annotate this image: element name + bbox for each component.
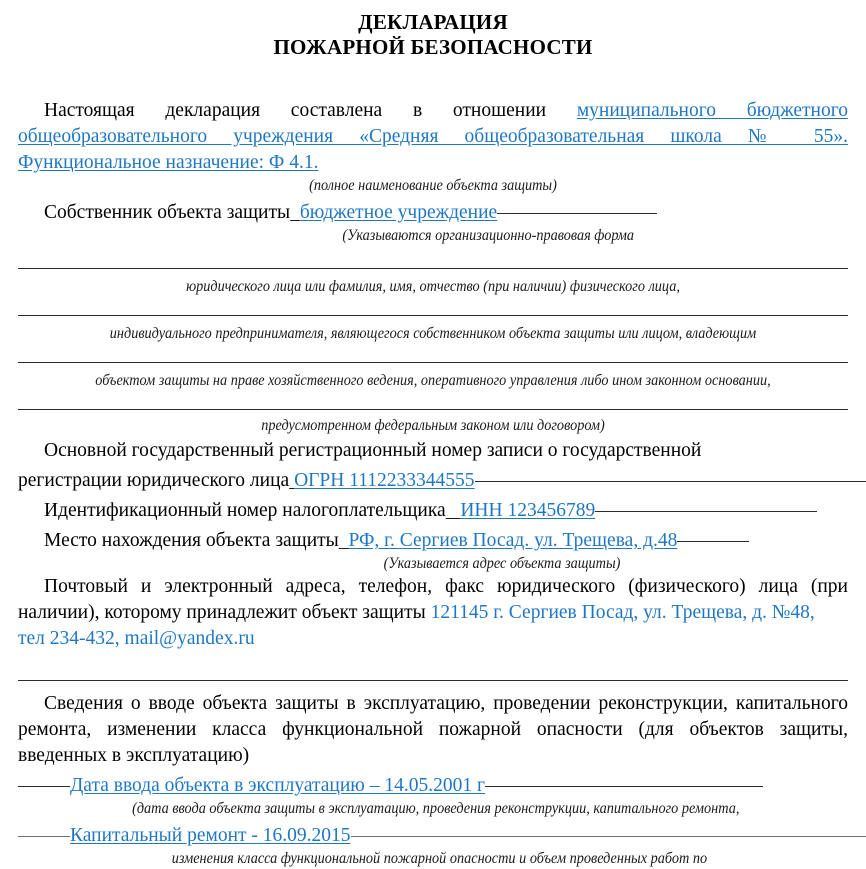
commissioning-date-underline-prefix: [18, 769, 70, 787]
location-row: [18, 524, 848, 554]
page-title: [18, 0, 848, 60]
inn-value: ИНН 123456789: [460, 500, 596, 521]
ogrn-underline-filler: [475, 464, 866, 482]
ogrn-row: [18, 464, 848, 494]
commissioning-date-row: [18, 769, 848, 799]
intro-paragraph-line-3: [18, 150, 848, 176]
contacts-label-line-2: наличии), которому принадлежит объект защиты: [18, 602, 426, 623]
commissioning-repair-underline-prefix: [18, 819, 70, 837]
commissioning-line-1: Сведения о вводе объекта защиты в эксплуатацию, проведении реконструкции, капитального: [44, 693, 848, 714]
rule-gap-2: [18, 316, 848, 324]
intro-object-name-part-1: муниципального бюджетного: [576, 100, 848, 121]
commissioning-line-3: введенных в эксплуатацию): [18, 745, 250, 766]
commissioning-date-underline-filler: [485, 769, 763, 787]
intro-paragraph-line-2: [18, 124, 848, 150]
intro-lead-text: Настоящая декларация составлена в отношении: [44, 100, 547, 121]
owner-gap: [18, 246, 848, 268]
location-hint: (Указывается адрес объекта защиты): [383, 555, 621, 572]
location-label: Место нахождения объекта защиты: [44, 530, 339, 551]
page-title-line-2: ПОЖАРНОЙ БЕЗОПАСНОСТИ: [273, 35, 593, 59]
intro-hint: (полное наименование объекта защиты): [309, 177, 557, 194]
inn-row: [18, 494, 848, 524]
rule-gap-5: [18, 681, 848, 691]
owner-label: Собственник объекта защиты: [44, 202, 291, 223]
intro-object-name-part-3: Функциональное назначение: Ф 4.1.: [18, 152, 319, 173]
contacts-value-line-2: тел 234-432, mail@yandex.ru: [18, 628, 255, 649]
rule-gap-3: [18, 363, 848, 371]
commissioning-repair-underline-filler: [351, 819, 866, 837]
commissioning-line-2: ремонта, изменении класса функциональной пожарной опасности (для объектов защиты,: [18, 719, 848, 740]
contacts-line-1: Почтовый и электронный адреса, телефон, факс юридического (физического) лица (при: [44, 576, 848, 597]
owner-hint: (Указываются организационно-правовая форма: [342, 227, 635, 244]
contacts-value-line-1: 121145 г. Сергиев Посад, ул. Трещева, д. №48,: [430, 602, 815, 623]
ogrn-label-line-2: регистрации юридического лица: [18, 470, 290, 491]
hint-gap-1: [18, 297, 848, 315]
hint-gap-3: [18, 391, 848, 409]
commissioning-hint-1: (дата ввода объекта защиты в эксплуатацию, проведения реконструкции, капитального ремонта,: [132, 800, 740, 817]
contacts-gap: [18, 652, 848, 670]
owner-value: бюджетное учреждение: [299, 202, 498, 223]
hint-gap-2: [18, 344, 848, 362]
location-prefix-underscore: [339, 530, 349, 551]
inn-label: Идентификационный номер налогоплательщика: [44, 500, 446, 521]
commissioning-repair-row: [18, 819, 848, 849]
hint-entrepreneur: индивидуального предпринимателя, являющегося собственником объекта защиты или лицом, владеющим: [109, 325, 757, 342]
commissioning-repair-value: Капитальный ремонт - 16.09.2015: [70, 825, 351, 846]
hint-legal-entity: юридического лица или фамилия, имя, отчество (при наличии) физического лица,: [186, 278, 680, 295]
inn-prefix-underscore: [446, 500, 461, 521]
commissioning-hint-2: изменения класса функциональной пожарной опасности и объем проведенных работ по: [171, 850, 708, 867]
inn-underline-filler: [595, 494, 817, 512]
owner-prefix-underscore: [290, 202, 300, 223]
page-title-line-1: ДЕКЛАРАЦИЯ: [358, 10, 508, 34]
owner-row: [18, 196, 848, 226]
title-gap: [18, 60, 848, 86]
commissioning-date-value: Дата ввода объекта в эксплуатацию – 14.05.2001 г: [70, 775, 485, 796]
ogrn-value: ОГРН 1112233344555: [294, 470, 475, 491]
ogrn-label-line-1: Основной государственный регистрационный номер записи о государственной: [44, 440, 702, 461]
intro-object-name-part-2: общеобразовательного учреждения «Средняя общеобразовательная школа № 55».: [18, 126, 848, 147]
intro-paragraph: [18, 98, 848, 124]
hint-federal-law: предусмотренном федеральным законом или договором): [261, 417, 605, 434]
contacts-line-3: [18, 626, 848, 652]
contacts-line-2: [18, 600, 848, 626]
rule-gap-1: [18, 269, 848, 277]
location-underline-filler: [677, 524, 749, 542]
contacts-gap-2: [18, 670, 848, 680]
hint-possession: объектом защиты на праве хозяйственного ведения, оперативного управления либо ином законном основании,: [95, 372, 771, 389]
owner-underline-filler: [497, 196, 657, 214]
title-gap-2: [18, 86, 848, 98]
location-value: РФ, г. Сергиев Посад. ул. Трещева, д.48: [348, 530, 678, 551]
